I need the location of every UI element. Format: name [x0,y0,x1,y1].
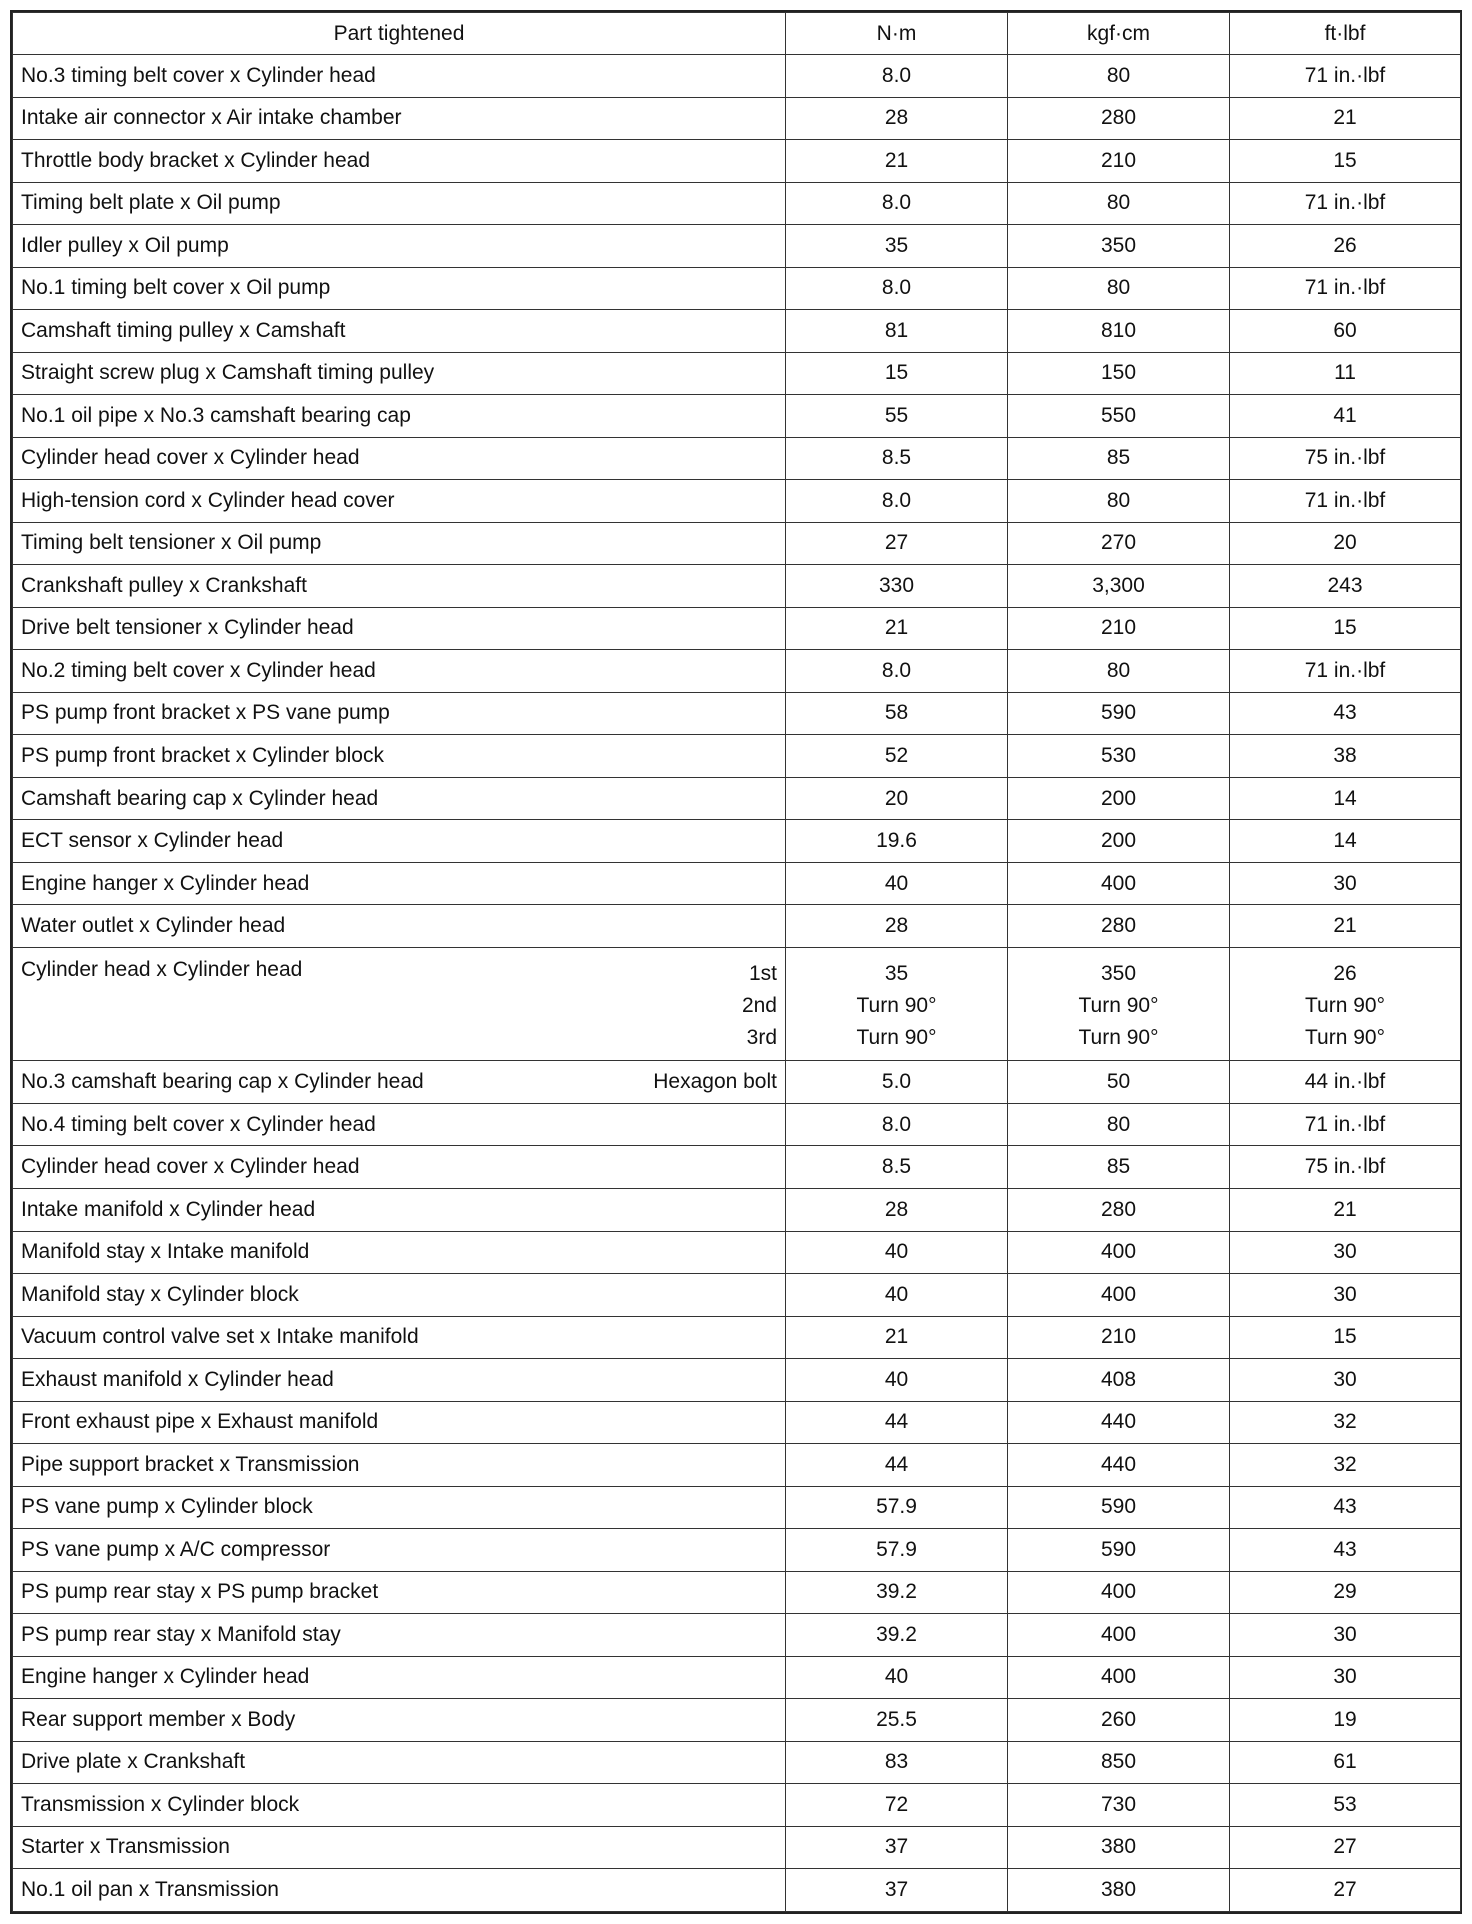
kgf-value: 200 [1008,820,1230,863]
part-label: Timing belt plate x Oil pump [13,182,786,225]
kgf-value: 280 [1008,1189,1230,1232]
ft-value: 14 [1230,820,1461,863]
header-nm: N·m [786,13,1008,55]
part-label: Cylinder head cover x Cylinder head [13,1146,786,1189]
kgf-value: 80 [1008,1103,1230,1146]
kgf-value: 730 [1008,1784,1230,1827]
nm-value: 39.2 [786,1614,1008,1657]
torque-table [12,12,1461,1912]
table-row [13,1869,1461,1912]
nm-value: 83 [786,1741,1008,1784]
nm-value: 28 [786,1189,1008,1232]
ft-value: 71 in.·lbf [1230,267,1461,310]
ft-value: 27 [1230,1869,1461,1912]
nm-value: 8.5 [786,437,1008,480]
part-label: Throttle body bracket x Cylinder head [13,140,786,183]
nm-value: 44 [786,1401,1008,1444]
kgf-value: 400 [1008,1571,1230,1614]
ft-value: Turn 90° [1305,994,1385,1018]
ft-value: 15 [1230,140,1461,183]
ft-value: 21 [1230,905,1461,948]
header-ft: ft·lbf [1230,13,1461,55]
kgf-value: 408 [1008,1359,1230,1402]
part-label: High-tension cord x Cylinder head cover [13,480,786,523]
nm-value: 55 [786,395,1008,438]
kgf-value: 380 [1008,1826,1230,1869]
table-row [13,310,1461,353]
part-label: Camshaft timing pulley x Camshaft [13,310,786,353]
kgf-value: 590 [1008,1486,1230,1529]
nm-value: 35 [884,962,909,986]
nm-value: 72 [786,1784,1008,1827]
part-label: Transmission x Cylinder block [13,1784,786,1827]
ft-value: 60 [1230,310,1461,353]
part-label: PS pump front bracket x PS vane pump [13,692,786,735]
kgf-value: 85 [1008,1146,1230,1189]
ft-value: 30 [1230,1359,1461,1402]
nm-value: 57.9 [786,1486,1008,1529]
table-row [13,267,1461,310]
table-body-upper [13,55,1461,948]
ft-value: 14 [1230,777,1461,820]
kgf-value: 200 [1008,777,1230,820]
ft-value: 15 [1230,1316,1461,1359]
part-label: Rear support member x Body [13,1699,786,1742]
table-row [13,650,1461,693]
nm-value: 40 [786,862,1008,905]
torque-spec-sheet [10,10,1462,1914]
part-label: Cylinder head x Cylinder head [21,958,303,982]
part-label: Manifold stay x Cylinder block [13,1274,786,1317]
kgf-value: 810 [1008,310,1230,353]
header-part: Part tightened [13,13,786,55]
part-label: Cylinder head cover x Cylinder head [13,437,786,480]
part-label: Exhaust manifold x Cylinder head [13,1359,786,1402]
nm-value: 19.6 [786,820,1008,863]
table-row [13,1189,1461,1232]
nm-value: 21 [786,140,1008,183]
table-row [13,1103,1461,1146]
kgf-value: 850 [1008,1741,1230,1784]
nm-value: 8.0 [786,1103,1008,1146]
ft-value: 43 [1230,1486,1461,1529]
part-label: Drive belt tensioner x Cylinder head [13,607,786,650]
nm-value: Turn 90° [856,1026,937,1050]
kgf-value: 550 [1008,395,1230,438]
part-label: No.1 oil pipe x No.3 camshaft bearing cap [13,395,786,438]
ft-value: 26 [1230,225,1461,268]
kgf-value: 80 [1008,55,1230,98]
nm-value: 5.0 [786,1061,1008,1104]
kgf-value: 350 [1100,962,1137,986]
kgf-value: 530 [1008,735,1230,778]
table-row [13,1656,1461,1699]
kgf-value: 280 [1008,905,1230,948]
table-row [13,395,1461,438]
kgf-value: 80 [1008,267,1230,310]
header-kgf: kgf·cm [1008,13,1230,55]
part-label: Intake air connector x Air intake chamber [13,97,786,140]
table-row [13,1614,1461,1657]
tightening-steps [742,958,777,1054]
step-label: 1st [748,962,777,986]
ft-value: 21 [1230,97,1461,140]
part-label: Crankshaft pulley x Crankshaft [13,565,786,608]
nm-value: 15 [786,352,1008,395]
kgf-value: 210 [1008,140,1230,183]
part-label: Intake manifold x Cylinder head [13,1189,786,1232]
kgf-value: Turn 90° [1078,1026,1159,1050]
table-row [13,905,1461,948]
ft-value: 11 [1230,352,1461,395]
ft-value: 29 [1230,1571,1461,1614]
nm-value: 40 [786,1359,1008,1402]
table-row [13,565,1461,608]
ft-value: 61 [1230,1741,1461,1784]
table-row [13,1316,1461,1359]
nm-value: 8.5 [786,1146,1008,1189]
table-row [13,820,1461,863]
ft-value: 30 [1230,862,1461,905]
table-body-lower [13,1103,1461,1911]
kgf-value: 440 [1008,1444,1230,1487]
ft-value: 30 [1230,1231,1461,1274]
table-row [13,692,1461,735]
nm-value: 20 [786,777,1008,820]
ft-value: 71 in.·lbf [1230,55,1461,98]
kgf-value: 400 [1008,1231,1230,1274]
kgf-value: Turn 90° [1078,994,1159,1018]
kgf-value: 210 [1008,1316,1230,1359]
kgf-value: 150 [1008,352,1230,395]
nm-value: 52 [786,735,1008,778]
table-row [13,352,1461,395]
part-label: Straight screw plug x Camshaft timing pulley [13,352,786,395]
ft-value: 243 [1230,565,1461,608]
part-label: PS vane pump x Cylinder block [13,1486,786,1529]
table-row [13,1486,1461,1529]
nm-value: 27 [786,522,1008,565]
table-row [13,225,1461,268]
table-row [13,1529,1461,1572]
table-row [13,1359,1461,1402]
kgf-value: 50 [1008,1061,1230,1104]
kgf-value: 590 [1008,692,1230,735]
kgf-value: 400 [1008,1614,1230,1657]
ft-value: 38 [1230,735,1461,778]
bolt-note: Hexagon bolt [653,1070,777,1094]
part-label: PS pump rear stay x Manifold stay [13,1614,786,1657]
ft-value: 20 [1230,522,1461,565]
table-row [13,1699,1461,1742]
kgf-value: 440 [1008,1401,1230,1444]
nm-value: 28 [786,97,1008,140]
part-label: Front exhaust pipe x Exhaust manifold [13,1401,786,1444]
kgf-value: 80 [1008,480,1230,523]
table-row [13,522,1461,565]
kgf-value: 270 [1008,522,1230,565]
part-label: Vacuum control valve set x Intake manifold [13,1316,786,1359]
table-body-special [13,948,1461,1104]
nm-value: 57.9 [786,1529,1008,1572]
part-label: PS pump front bracket x Cylinder block [13,735,786,778]
nm-value: 8.0 [786,182,1008,225]
part-label: Engine hanger x Cylinder head [13,1656,786,1699]
nm-value: 81 [786,310,1008,353]
nm-value: 21 [786,1316,1008,1359]
table-row [13,735,1461,778]
table-row [13,1826,1461,1869]
ft-value: 71 in.·lbf [1230,650,1461,693]
kgf-value: 400 [1008,862,1230,905]
nm-value: 39.2 [786,1571,1008,1614]
ft-value: 19 [1230,1699,1461,1742]
table-row [13,1571,1461,1614]
table-row [13,437,1461,480]
kgf-value: 590 [1008,1529,1230,1572]
table-row [13,1401,1461,1444]
table-row [13,777,1461,820]
kgf-value: 400 [1008,1274,1230,1317]
part-label: PS pump rear stay x PS pump bracket [13,1571,786,1614]
table-row [13,1231,1461,1274]
nm-value: 330 [786,565,1008,608]
table-row [13,862,1461,905]
part-label: Timing belt tensioner x Oil pump [13,522,786,565]
step-label: 3rd [746,1026,777,1050]
nm-value: 21 [786,607,1008,650]
part-label: No.3 camshaft bearing cap x Cylinder head [21,1070,424,1094]
table-row [13,1274,1461,1317]
part-label: No.2 timing belt cover x Cylinder head [13,650,786,693]
kgf-value: 380 [1008,1869,1230,1912]
ft-value: 26 [1333,962,1357,986]
nm-value: 8.0 [786,267,1008,310]
kgf-value: 350 [1008,225,1230,268]
ft-value: Turn 90° [1305,1026,1385,1050]
ft-value: 75 in.·lbf [1230,1146,1461,1189]
nm-value: 35 [786,225,1008,268]
nm-value: Turn 90° [856,994,937,1018]
nm-value: 37 [786,1826,1008,1869]
nm-value: 8.0 [786,55,1008,98]
ft-value: 71 in.·lbf [1230,480,1461,523]
ft-value: 32 [1230,1444,1461,1487]
part-label: Drive plate x Crankshaft [13,1741,786,1784]
nm-value: 37 [786,1869,1008,1912]
ft-value: 30 [1230,1274,1461,1317]
kgf-value: 80 [1008,182,1230,225]
nm-value: 44 [786,1444,1008,1487]
ft-value: 30 [1230,1614,1461,1657]
table-row [13,480,1461,523]
ft-value: 15 [1230,607,1461,650]
table-row [13,140,1461,183]
table-row [13,55,1461,98]
nm-value: 8.0 [786,480,1008,523]
table-row [13,97,1461,140]
part-label: No.3 timing belt cover x Cylinder head [13,55,786,98]
part-label: PS vane pump x A/C compressor [13,1529,786,1572]
ft-value: 43 [1230,692,1461,735]
nm-value: 28 [786,905,1008,948]
kgf-value: 400 [1008,1656,1230,1699]
table-row-bearing-cap [13,1061,1461,1104]
table-row [13,607,1461,650]
part-label: No.1 timing belt cover x Oil pump [13,267,786,310]
table-row [13,1444,1461,1487]
part-label: ECT sensor x Cylinder head [13,820,786,863]
ft-value: 75 in.·lbf [1230,437,1461,480]
part-label: Pipe support bracket x Transmission [13,1444,786,1487]
ft-value: 41 [1230,395,1461,438]
part-label: Starter x Transmission [13,1826,786,1869]
kgf-value: 3,300 [1008,565,1230,608]
nm-value: 40 [786,1274,1008,1317]
nm-value: 40 [786,1231,1008,1274]
kgf-value: 210 [1008,607,1230,650]
step-label: 2nd [741,994,777,1018]
part-label: Manifold stay x Intake manifold [13,1231,786,1274]
part-label: Water outlet x Cylinder head [13,905,786,948]
table-row [13,182,1461,225]
nm-value: 25.5 [786,1699,1008,1742]
nm-value: 58 [786,692,1008,735]
kgf-value: 260 [1008,1699,1230,1742]
part-label: Engine hanger x Cylinder head [13,862,786,905]
nm-value: 8.0 [786,650,1008,693]
part-label: Camshaft bearing cap x Cylinder head [13,777,786,820]
part-label: Idler pulley x Oil pump [13,225,786,268]
ft-value: 32 [1230,1401,1461,1444]
ft-value: 30 [1230,1656,1461,1699]
part-label: No.1 oil pan x Transmission [13,1869,786,1912]
part-label: No.4 timing belt cover x Cylinder head [13,1103,786,1146]
table-row [13,1784,1461,1827]
ft-value: 27 [1230,1826,1461,1869]
header-row [13,13,1461,55]
table-row [13,1741,1461,1784]
ft-value: 71 in.·lbf [1230,182,1461,225]
ft-value: 43 [1230,1529,1461,1572]
kgf-value: 85 [1008,437,1230,480]
table-row [13,1146,1461,1189]
kgf-value: 280 [1008,97,1230,140]
ft-value: 71 in.·lbf [1230,1103,1461,1146]
table-row-cylinder-head [13,948,1461,1061]
ft-value: 53 [1230,1784,1461,1827]
nm-value: 40 [786,1656,1008,1699]
ft-value: 44 in.·lbf [1230,1061,1461,1104]
kgf-value: 80 [1008,650,1230,693]
ft-value: 21 [1230,1189,1461,1232]
